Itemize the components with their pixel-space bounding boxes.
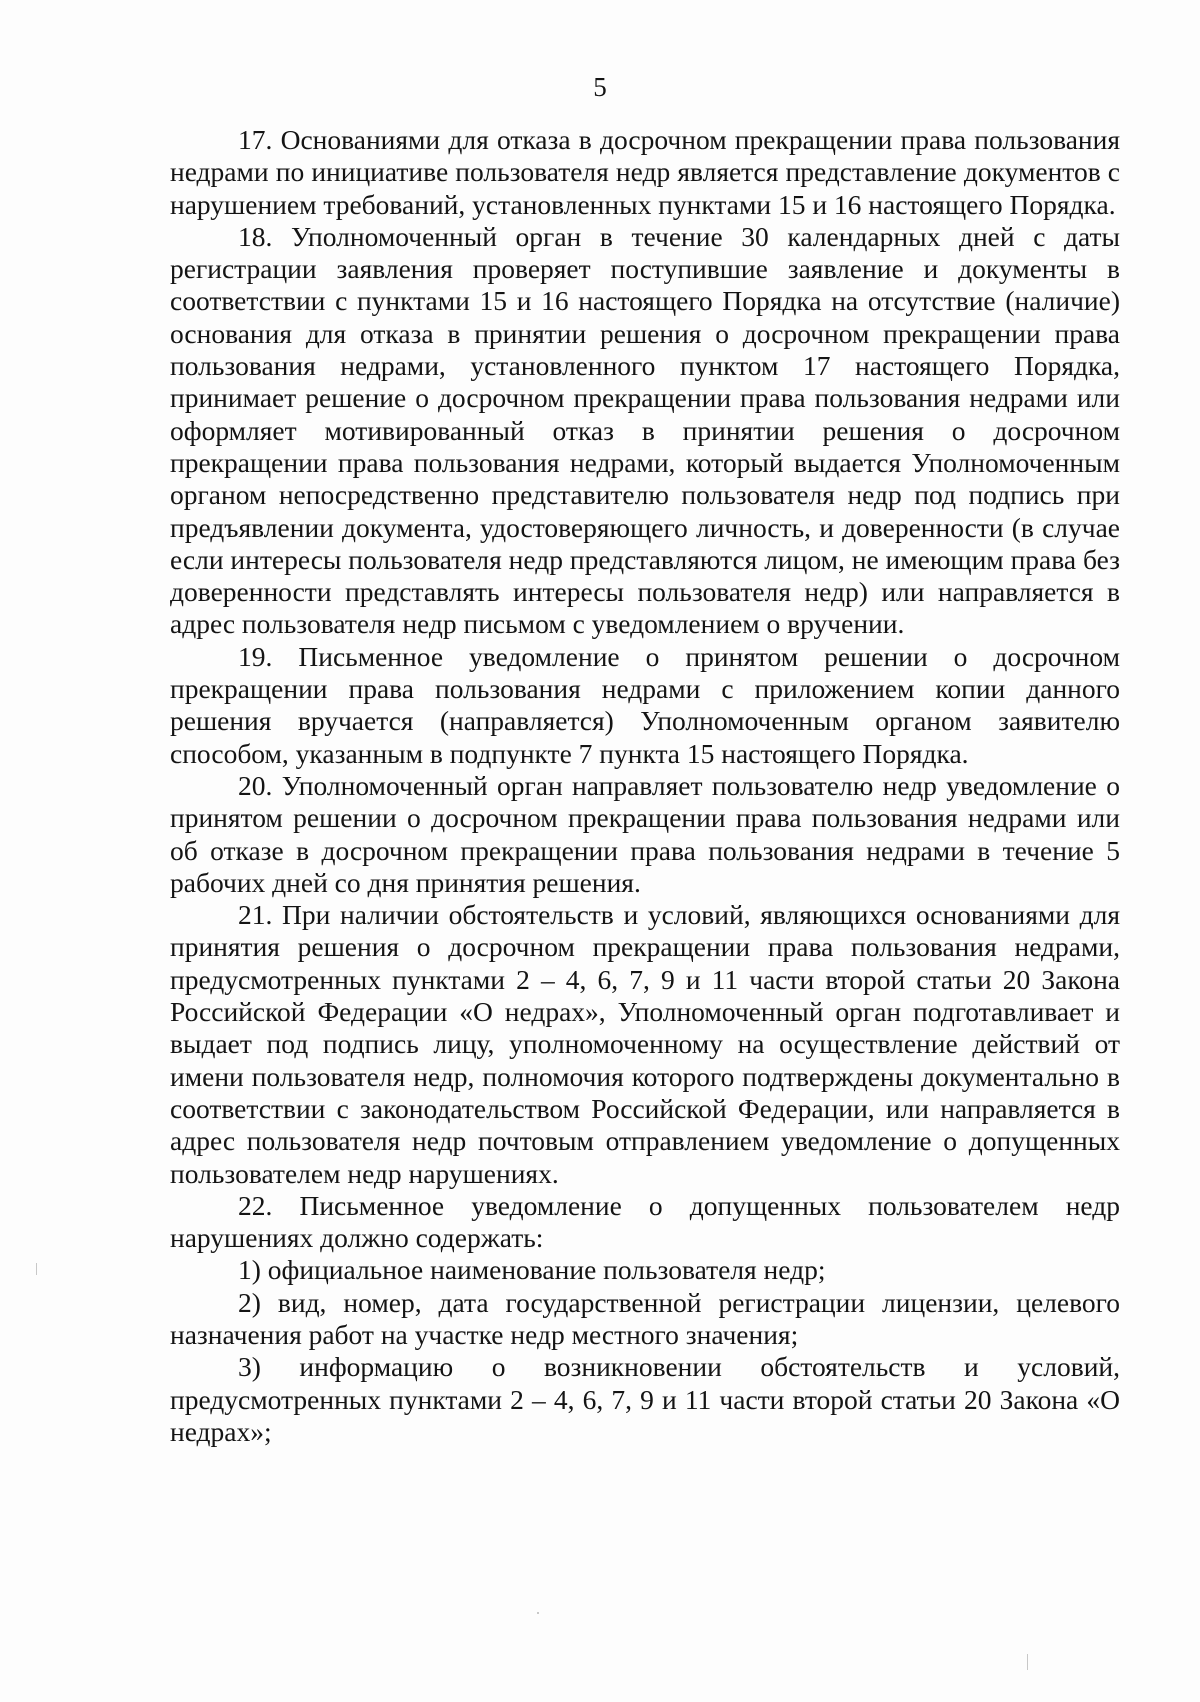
scan-speck bbox=[537, 1612, 539, 1614]
scan-speck bbox=[36, 1263, 37, 1275]
list-item-1: 1) официальное наименование пользователя недр; bbox=[238, 1254, 826, 1286]
paragraph-19: 19. Письменное уведомление о принятом решении о досрочном прекращении права пользования недрами с приложением копии данного решения вручается (направляется) Уполномоченным органом заявителю способом, указанным в подпункте 7 пункта 15 настоящего Порядка. bbox=[170, 640, 1120, 769]
page-number: 5 bbox=[593, 72, 607, 102]
paragraph-22: 22. Письменное уведомление о допущенных пользователем недр нарушениях должно содержать: bbox=[170, 1189, 1120, 1254]
paragraph-18: 18. Уполномоченный орган в течение 30 календарных дней с даты регистрации заявления проверяет поступившие заявление и документы в соответствии с пунктами 15 и 16 настоящего Порядка на отсутствие (наличие) основания для отказа в принятии решения о досрочном прекращении права пользования недрами, установленного пунктом 17 настоящего Порядка, принимает решение о досрочном прекращении права пользования недрами или оформляет мотивированный отказ в принятии решения о досрочном прекращении права пользования недрами, который выдается Уполномоченным органом непосредственно представителю пользователя недр под подпись при предъявлении документа, удостоверяющего личность, и доверенности (в случае если интересы пользователя недр представляются лицом, не имеющим права без доверенности представлять интересы пользователя недр) или направляется в адрес пользователя недр письмом с уведомлением о вручении. bbox=[170, 220, 1120, 640]
paragraph-21: 21. При наличии обстоятельств и условий, являющихся основаниями для принятия решения о досрочном прекращении права пользования недрами, предусмотренных пунктами 2 – 4, 6, 7, 9 и 11 части второй статьи 20 Закона Российской Федерации «О недрах», Уполномоченный орган подготавливает и выдает под подпись лицу, уполномоченному на осуществление действий от имени пользователя недр, полномочия которого подтверждены документально в соответствии с законодательством Российской Федерации, или направляется в адрес пользователя недр почтовым отправлением уведомление о допущенных пользователем недр нарушениях. bbox=[170, 899, 1120, 1189]
paragraph-17: 17. Основаниями для отказа в досрочном прекращении права пользования недрами по инициативе пользователя недр является представление документов с нарушением требований, установленных пунктами 15 и 16 настоящего Порядка. bbox=[170, 124, 1120, 220]
scan-speck bbox=[1027, 1654, 1028, 1670]
document-body bbox=[170, 124, 1120, 1448]
list-item-3: 3) информацию о возникновении обстоятельств и условий, предусмотренных пунктами 2 – 4, 6, 7, 9 и 11 части второй статьи 20 Закона «О недрах»; bbox=[170, 1351, 1120, 1447]
list-item-2: 2) вид, номер, дата государственной регистрации лицензии, целевого назначения работ на участке недр местного значения; bbox=[170, 1286, 1120, 1350]
paragraph-20: 20. Уполномоченный орган направляет пользователю недр уведомление о принятом решении о досрочном прекращении права пользования недрами или об отказе в досрочном прекращении права пользования недрами в течение 5 рабочих дней со дня принятия решения. bbox=[170, 769, 1120, 898]
